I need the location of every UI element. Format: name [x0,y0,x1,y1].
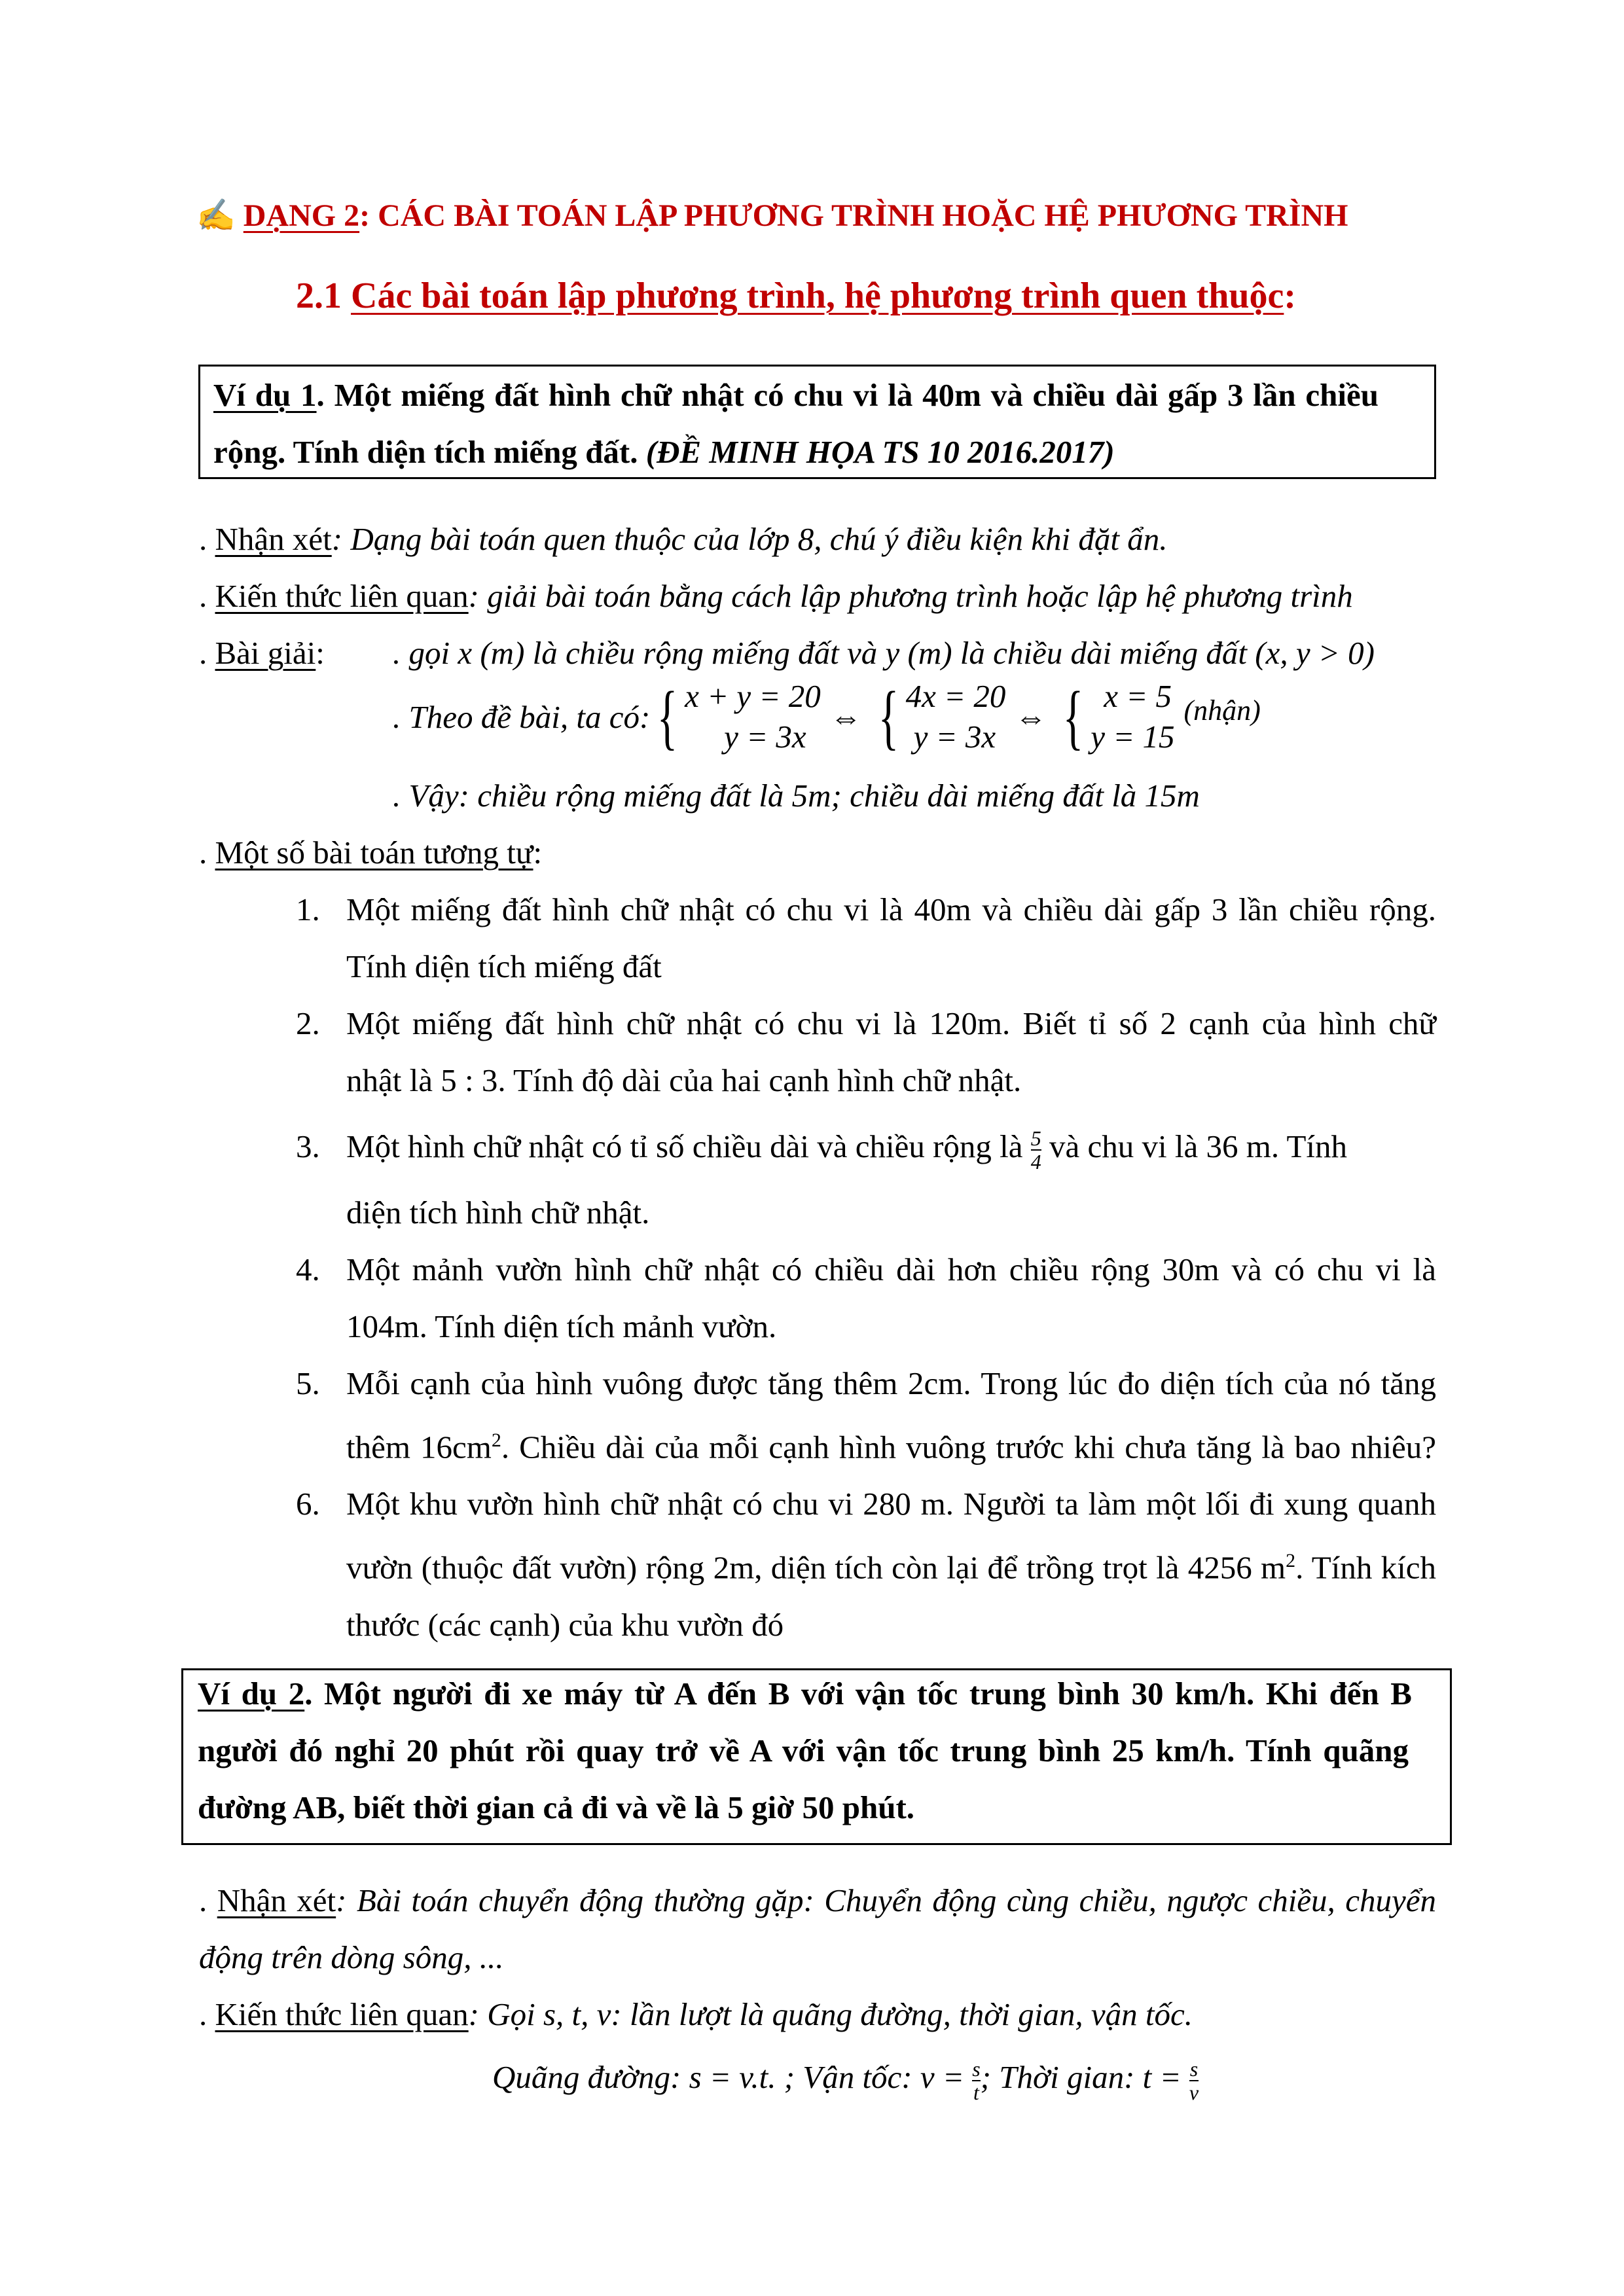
list-item [296,1241,1436,1355]
subheading [296,275,1296,317]
equation: x = 5 [1104,678,1172,714]
knowledge-text: : Gọi s, t, v: lần lượt là quãng đường, thời gian, vận tốc. [468,1996,1193,2032]
similar-label: Một số bài toán tương tự [215,834,533,870]
equation: x + y = 20 [685,678,821,714]
denominator: v [1189,2080,1199,2104]
similar-problems-list [296,881,1436,1653]
solution-conclusion: . Vậy: chiều rộng miếng đất là 5m; chiều dài miếng đất là 15m [393,778,1200,814]
remark-label: Nhận xét [215,521,332,557]
list-number: 3. [296,1128,320,1164]
remark-label: Nhận xét [217,1882,336,1918]
equivalence-symbol: ⇔ [829,698,862,735]
formula-text: Quãng đường: s = v.t. ; Vận tốc: v = [492,2059,973,2095]
subheading-number: 2.1 [296,276,351,316]
list-text: Một miếng đất hình chữ nhật có chu vi là 40m và chiều dài gấp 3 lần chiều rộng. [346,891,1436,927]
remark-text: : Bài toán chuyển động thường gặp: Chuyển động cùng chiều, ngược chiều, chuyển [336,1882,1437,1918]
example-1-text: . Một miếng đất hình chữ nhật có chu vi là 40m và chiều dài gấp 3 lần chiều [316,377,1379,413]
accepted-note: (nhận) [1183,694,1261,726]
knowledge-1: . Kiến thức liên quan: giải bài toán bằng cách lập phương trình hoặc lập hệ phương trình [199,578,1353,614]
list-number: 6. [296,1486,320,1522]
list-text: diện tích hình chữ nhật. [346,1194,650,1230]
remark-2: . Nhận xét: Bài toán chuyển động thường gặp: Chuyển động cùng chiều, ngược chiều, chuyển động trên dòng sông, ... [199,1872,1436,1986]
heading-label: DẠNG 2 [243,198,360,233]
list-text: Một mảnh vườn hình chữ nhật có chiều dài hơn chiều rộng 30m và có chu vi là [346,1251,1436,1287]
example-2-text-3: đường AB, biết thời gian cả đi và về là 5 giờ 50 phút. [198,1789,915,1825]
knowledge-text: : giải bài toán bằng cách lập phương trình hoặc lập hệ phương trình [468,578,1353,614]
numerator: 5 [1030,1126,1041,1150]
list-text: và chu vi là 36 m. Tính [1041,1128,1348,1164]
list-text: Một miếng đất hình chữ nhật có chu vi là 120m. Biết tỉ số 2 cạnh của hình chữ [346,1005,1436,1041]
superscript: 2 [1286,1550,1296,1572]
equation-system-1: { x + y = 20 y = 3x [657,677,821,757]
list-text: Một hình chữ nhật có tỉ số chiều dài và chiều rộng là [346,1128,1031,1164]
example-2-label: Ví dụ 2 [198,1676,305,1712]
similar-colon: : [533,834,543,870]
example-1 [213,367,1379,480]
equivalence-symbol: ⇔ [1015,698,1047,735]
example-2-text-2: người đó nghỉ 20 phút rồi quay trở về A với vận tốc trung bình 25 km/h. Tính quãng [198,1732,1409,1768]
fraction [972,2058,980,2104]
example-1-source: (ĐỀ MINH HỌA TS 10 2016.2017) [645,434,1115,470]
solution-step-2: . Theo đề bài, ta có: [393,698,651,735]
list-item [296,881,1436,995]
list-text: Mỗi cạnh của hình vuông được tăng thêm 2cm. Trong lúc đo diện tích của nó tăng [346,1365,1436,1401]
denominator: 4 [1030,1149,1041,1174]
solution-equation [393,677,1261,756]
remark-text-2: động trên dòng sông, ... [199,1939,504,1975]
subheading-colon: : [1284,276,1297,316]
denominator: t [973,2080,979,2104]
fraction [1031,1127,1041,1173]
knowledge-label: Kiến thức liên quan [215,1996,469,2032]
list-text: 104m. Tính diện tích mảnh vườn. [346,1308,777,1344]
example-1-label: Ví dụ 1 [213,377,317,413]
equation: y = 3x [913,719,996,755]
equation-system-3: { x = 5 y = 15 [1062,677,1175,757]
example-2-text: . Một người đi xe máy từ A đến B với vận tốc trung bình 30 km/h. Khi đến B [304,1676,1412,1712]
motion-formulas [492,2049,1199,2106]
list-text: nhật là 5 : 3. Tính độ dài của hai cạnh hình chữ nhật. [346,1062,1022,1098]
remark-text: : Dạng bài toán quen thuộc của lớp 8, chú ý điều kiện khi đặt ẩn. [331,521,1168,557]
list-text: thước (các cạnh) của khu vườn đó [346,1606,784,1643]
list-text: Một khu vườn hình chữ nhật có chu vi 280 m. Người ta làm một lối đi xung quanh [346,1486,1436,1522]
solution-label: Bài giải [215,635,316,671]
list-item [296,1355,1436,1475]
list-text: vườn (thuộc đất vườn) rộng 2m, diện tích còn lại để trồng trọt là 4256 m [346,1549,1286,1586]
example-2 [198,1665,1412,1836]
solution-1-label-line: . Bài giải: [199,635,325,671]
list-text: Tính diện tích miếng đất [346,948,662,984]
list-number: 2. [296,1005,320,1041]
similar-problems-heading: . Một số bài toán tương tự: [199,834,543,870]
section-heading [196,196,1348,234]
formula-text: ; Thời gian: t = [980,2059,1189,2095]
list-text: . Chiều dài của mỗi cạnh hình vuông trước khi chưa tăng là bao nhiêu? [501,1429,1436,1465]
knowledge-label: Kiến thức liên quan [215,578,469,614]
superscript: 2 [491,1429,501,1451]
list-item [296,1475,1436,1653]
example-1-text-2: rộng. Tính diện tích miếng đất. [213,434,646,470]
fraction [1189,2058,1199,2104]
equation: y = 15 [1091,719,1175,755]
equation: 4x = 20 [905,678,1006,714]
writing-hand-icon: ✍ [196,198,236,233]
equation: y = 3x [724,719,806,755]
list-item [296,1118,1436,1241]
list-item [296,995,1436,1109]
remark-1: . Nhận xét: Dạng bài toán quen thuộc của lớp 8, chú ý điều kiện khi đặt ẩn. [199,521,1168,557]
numerator: s [1189,2056,1199,2081]
subheading-label: Các bài toán lập phương trình, hệ phương trình quen thuộc [351,276,1284,316]
list-number: 5. [296,1365,320,1401]
list-text: thêm 16cm [346,1429,492,1465]
equation-system-2: { 4x = 20 y = 3x [878,677,1006,757]
heading-text: : CÁC BÀI TOÁN LẬP PHƯƠNG TRÌNH HOẶC HỆ PHƯƠNG TRÌNH [359,198,1348,233]
knowledge-2: . Kiến thức liên quan: Gọi s, t, v: lần lượt là quãng đường, thời gian, vận tốc. [199,1996,1193,2032]
solution-step-1: . gọi x (m) là chiều rộng miếng đất và y (m) là chiều dài miếng đất (x, y > 0) [393,635,1375,671]
numerator: s [972,2056,981,2081]
list-number: 4. [296,1251,320,1287]
list-text: . Tính kích [1295,1549,1436,1586]
list-number: 1. [296,891,320,927]
